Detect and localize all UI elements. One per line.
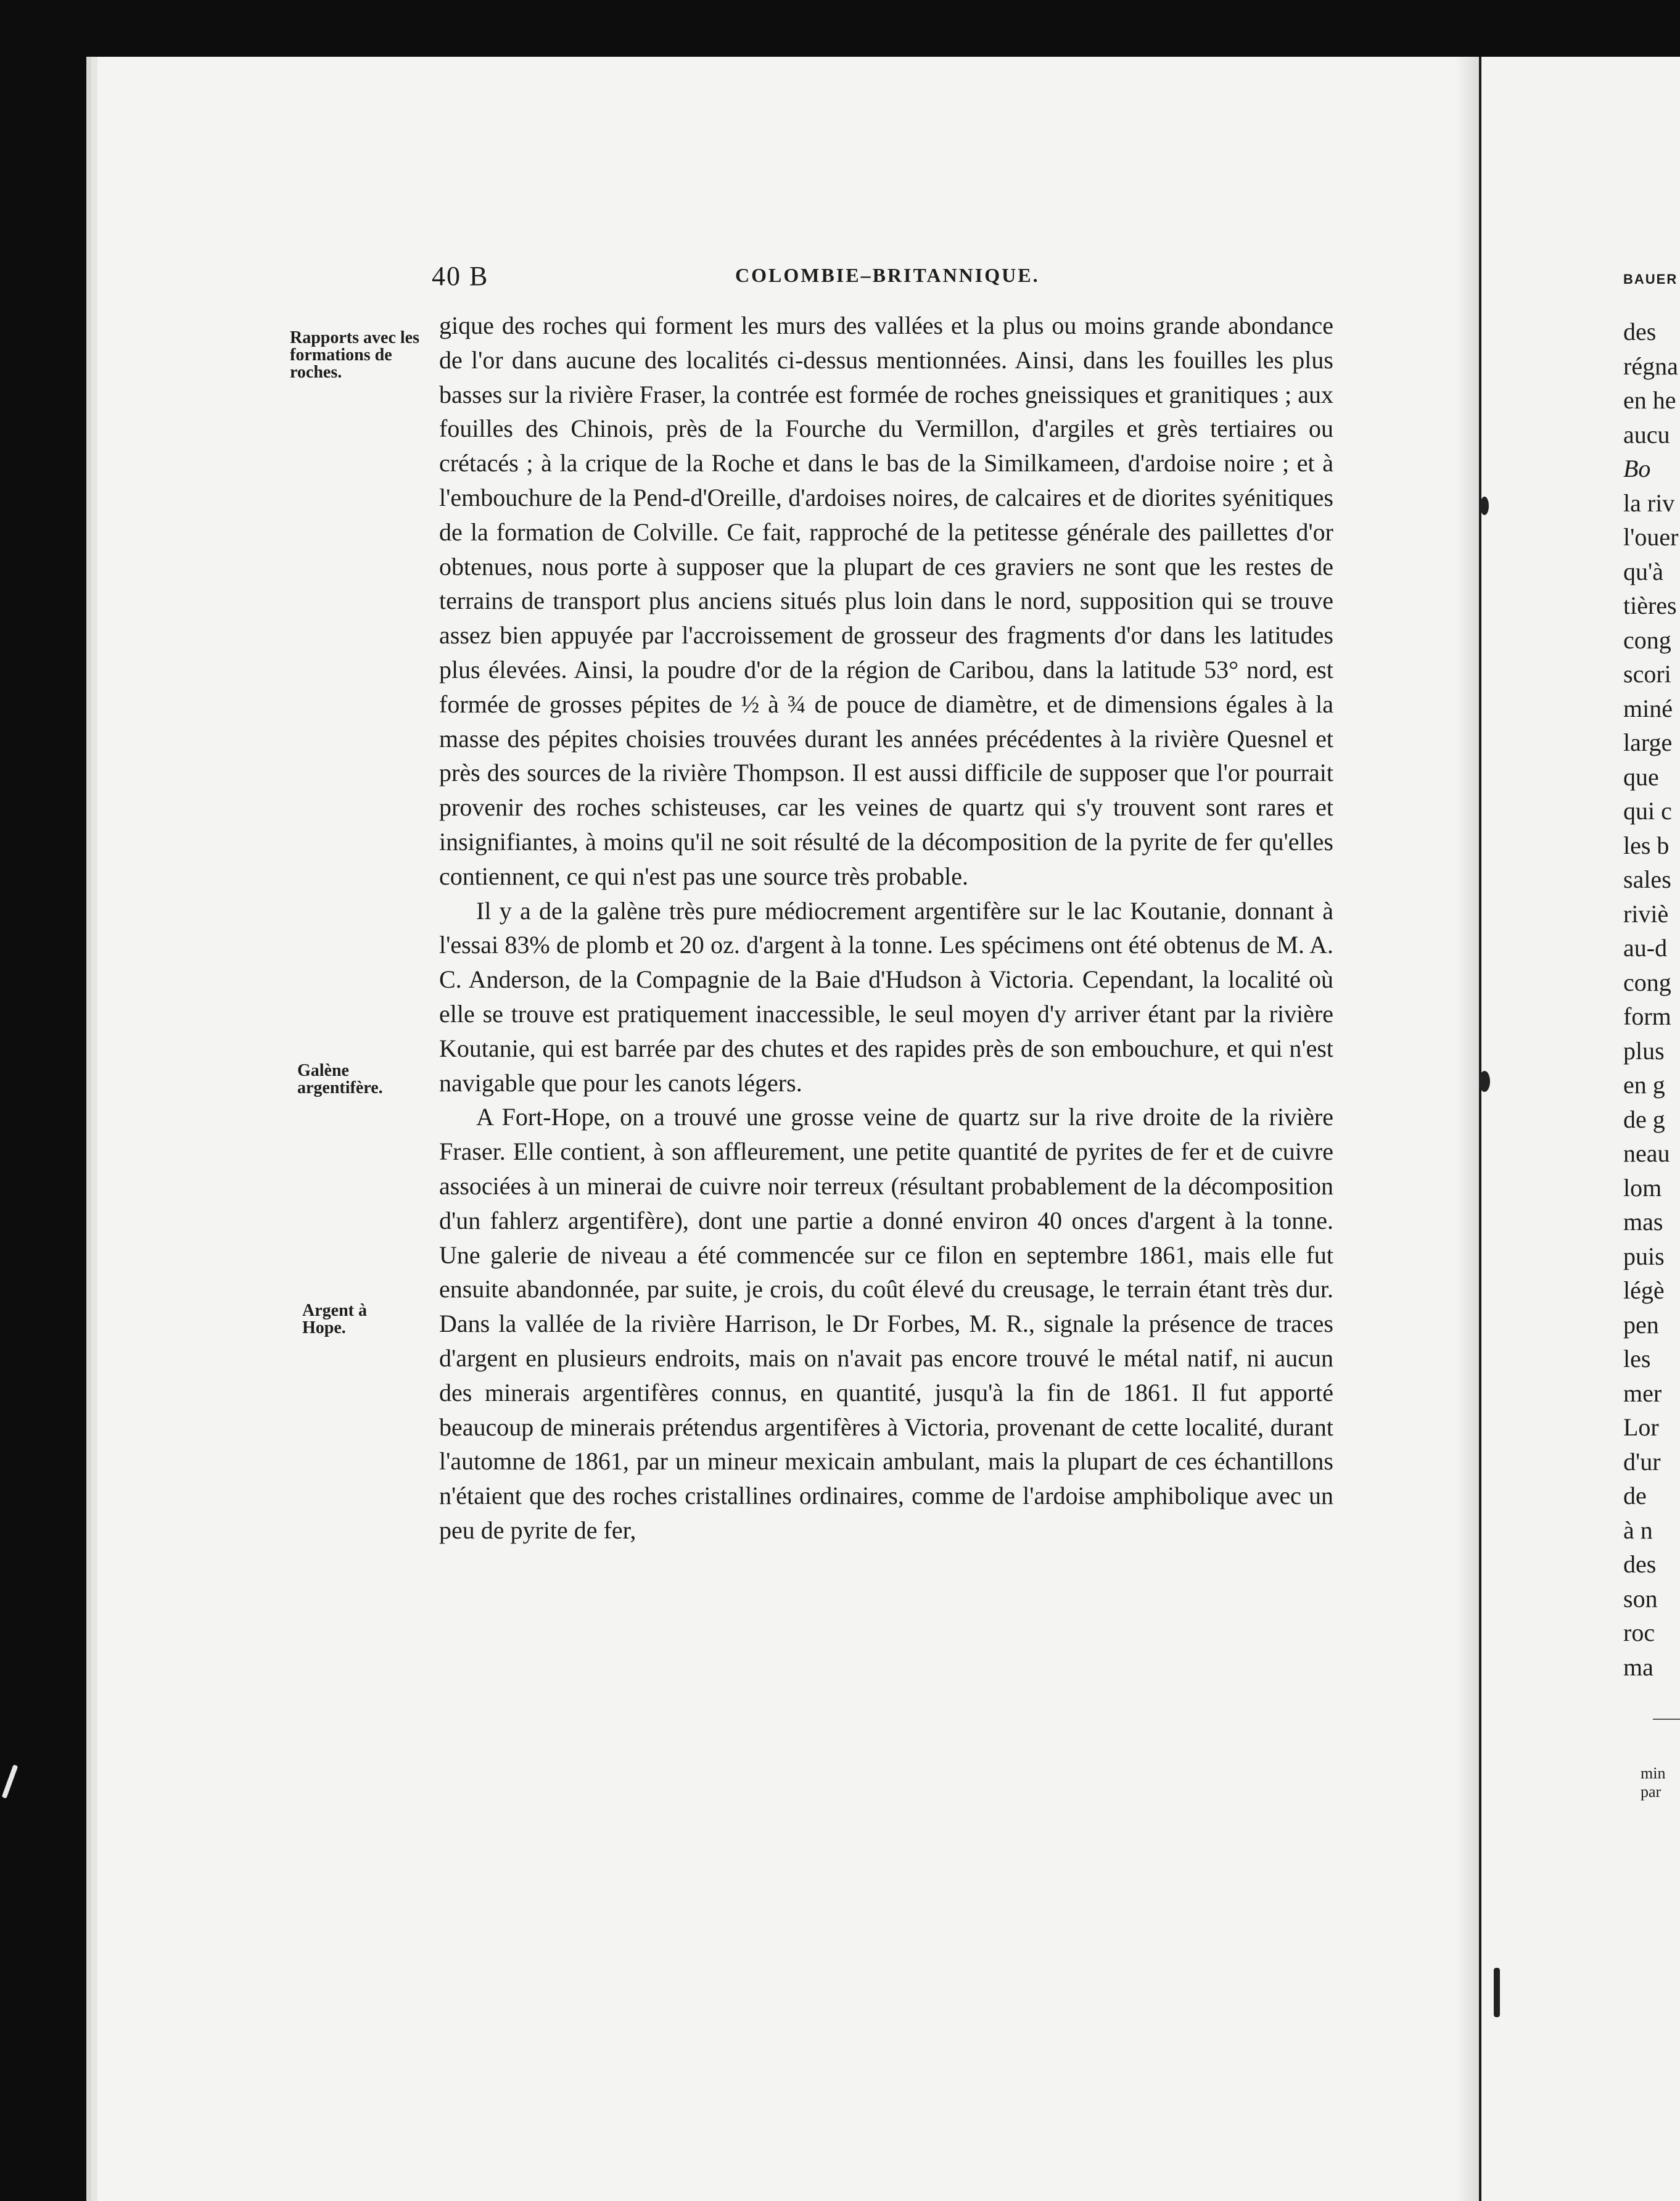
right-page-line: en he	[1623, 386, 1676, 414]
sidenote-galene: Galène argentifère.	[297, 1061, 383, 1097]
right-page-line: tières	[1623, 592, 1677, 619]
right-page-line: form	[1623, 1002, 1671, 1030]
right-page-line: légè	[1623, 1276, 1665, 1304]
right-page-line: riviè	[1623, 899, 1669, 928]
right-page-footnote-line: par	[1641, 1783, 1661, 1801]
right-page-line: scori	[1623, 660, 1671, 688]
right-page-line: des	[1623, 1550, 1657, 1578]
right-page-line: mas	[1623, 1208, 1663, 1236]
right-page-line: de	[1623, 1482, 1647, 1509]
sidenote-rapports: Rapports avec les formations de roches.	[290, 328, 419, 382]
right-page-line: cong	[1623, 968, 1671, 996]
right-page-line: large	[1623, 729, 1673, 756]
page-header	[432, 260, 1357, 297]
right-page-text-fragments	[1623, 315, 1680, 1684]
right-page-line: roc	[1623, 1619, 1655, 1646]
right-page-line: pen	[1623, 1310, 1659, 1339]
right-page-line: au-d	[1623, 934, 1668, 962]
right-page-footnote-line: min	[1641, 1764, 1666, 1782]
right-page-line: sales	[1623, 865, 1671, 893]
right-page-line: miné	[1623, 694, 1673, 722]
right-page-line: mer	[1623, 1379, 1662, 1407]
right-page-line: les b	[1623, 831, 1670, 859]
right-page-line: Lor	[1623, 1413, 1659, 1441]
right-page-line: que	[1623, 762, 1659, 791]
binding-mark	[1480, 497, 1489, 515]
right-page-line: son	[1623, 1584, 1658, 1613]
right-page-line: puis	[1623, 1242, 1665, 1270]
right-page-line: cong	[1623, 626, 1671, 654]
top-scan-border	[0, 0, 1680, 57]
right-page-line: de g	[1623, 1105, 1665, 1133]
binding-shadow	[1456, 57, 1479, 2201]
page-number: 40 B	[432, 261, 489, 291]
right-page-line: Bo	[1623, 455, 1651, 482]
right-page-line: qui c	[1623, 797, 1672, 825]
right-page-footnote	[1641, 1764, 1680, 1801]
running-title: COLOMBIE–BRITANNIQUE.	[735, 264, 1040, 286]
right-page-line: d'ur	[1623, 1447, 1661, 1476]
sidenote-argent: Argent à Hope.	[302, 1301, 367, 1337]
right-page-line: ma	[1623, 1653, 1653, 1681]
binding-mark	[1479, 1071, 1490, 1092]
right-page-line: régna	[1623, 352, 1678, 380]
right-page-line: l'ouer	[1623, 523, 1679, 551]
scan-artifact	[2, 1764, 19, 1798]
right-page-line: en g	[1623, 1071, 1665, 1099]
paragraph-argent-hope: A Fort-Hope, on a trouvé une grosse veine de quartz sur la rive droite de la rivière Fraser. Elle contient, à son affleurement, une petite quantité de pyrites de fer et de cuivre associées à un minerai de cuivre noir terreux (résultant probablement de la décomposition d'un fahlerz argentifère), dont une partie a donné environ 40 onces d'argent à la tonne. Une galerie de niveau a été commencée sur ce filon en septembre 1861, mais elle fut ensuite abandonnée, par suite, je crois, du coût élevé du creusage, le terrain étant très dur. Dans la vallée de la rivière Harrison, le Dr Forbes, M. R., signale la présence de traces d'argent en plusieurs endroits, mais on n'avait pas encore trouvé le métal natif, ni aucun des minerais argentifères connus, en quantité, jusqu'à la fin de 1861. Il fut apporté beaucoup de minerais prétendus argentifères à Victoria, provenant de cette localité, durant l'automne de 1861, par un mineur mexicain ambulant, mais la plupart de ces échantillons n'étaient que des roches cristallines ordinaires, comme de l'ardoise amphibolique avec un peu de pyrite de fer,	[439, 1103, 1333, 1544]
right-page-line: qu'à	[1623, 557, 1663, 585]
paragraph-galene: Il y a de la galène très pure médiocrement argentifère sur le lac Koutanie, donnant à l'essai 83% de plomb et 20 oz. d'argent à la tonne. Les spécimens ont été obtenus de M. A. C. Anderson, de la Compagnie de la Baie d'Hudson à Victoria. Cependant, la localité où elle se trouve est pratiquement inaccessible, le seul moyen d'y arriver étant par la rivière Koutanie, qui est barrée par des chutes et des rapides près de son embouchure, et qui n'est navigable que pour les canots légers.	[439, 896, 1333, 1097]
paragraph-formations: gique des roches qui forment les murs des vallées et la plus ou moins grande abondance de l'or dans aucune des localités ci-dessus mentionnées. Ainsi, dans les fouilles les plus basses sur la rivière Fraser, la contrée est formée de roches gneissiques et granitiques ; aux fouilles des Chinois, près de la Fourche du Vermillon, d'argiles et grès tertiaires ou crétacés ; à la crique de la Roche et dans le bas de la Similkameen, d'ardoise noire ; et à l'embouchure de la Pend-d'Oreille, d'ardoises noires, de calcaires et de diorites syénitiques de la formation de Colville. Ce fait, rapproché de la petitesse générale des paillettes d'or obtenues, nous porte à supposer que la plupart de ces graviers ne sont que les restes de terrains de transport plus anciens situés plus loin dans le nord, supposition qui se trouve assez bien appuyée par l'accroissement de grosseur des fragments d'or dans les latitudes plus élevées. Ainsi, la poudre d'or de la région de Caribou, dans la latitude 53° nord, est formée de grosses pépites de ½ à ¾ de pouce de diamètre, et de dimensions égales à la masse des pépites choisies trouvées durant les années précédentes à la rivière Quesnel et près des sources de la rivière Thompson. Il est aussi difficile de supposer que l'or pourrait provenir des roches schisteuses, car les veines de quartz qui s'y trouvent sont rares et insignifiantes, à moins qu'il ne soit résulté de la décomposition de la pyrite de fer qu'elles contiennent, ce qui n'est pas une source très probable.	[439, 312, 1333, 890]
right-page-heading: BAUER	[1623, 271, 1678, 287]
right-page-footnote-rule	[1653, 1719, 1680, 1720]
binding-mark	[1494, 1968, 1500, 2017]
right-page-line: des	[1623, 318, 1657, 345]
right-page-line: les	[1623, 1345, 1651, 1373]
right-page-line: à n	[1623, 1516, 1653, 1544]
right-page-line: plus	[1623, 1036, 1665, 1065]
right-page-line: la riv	[1623, 489, 1675, 517]
main-text-column	[439, 308, 1333, 1548]
right-page-line: neau	[1623, 1139, 1670, 1167]
right-page-line: lom	[1623, 1173, 1662, 1202]
right-page-line: aucu	[1623, 420, 1670, 448]
